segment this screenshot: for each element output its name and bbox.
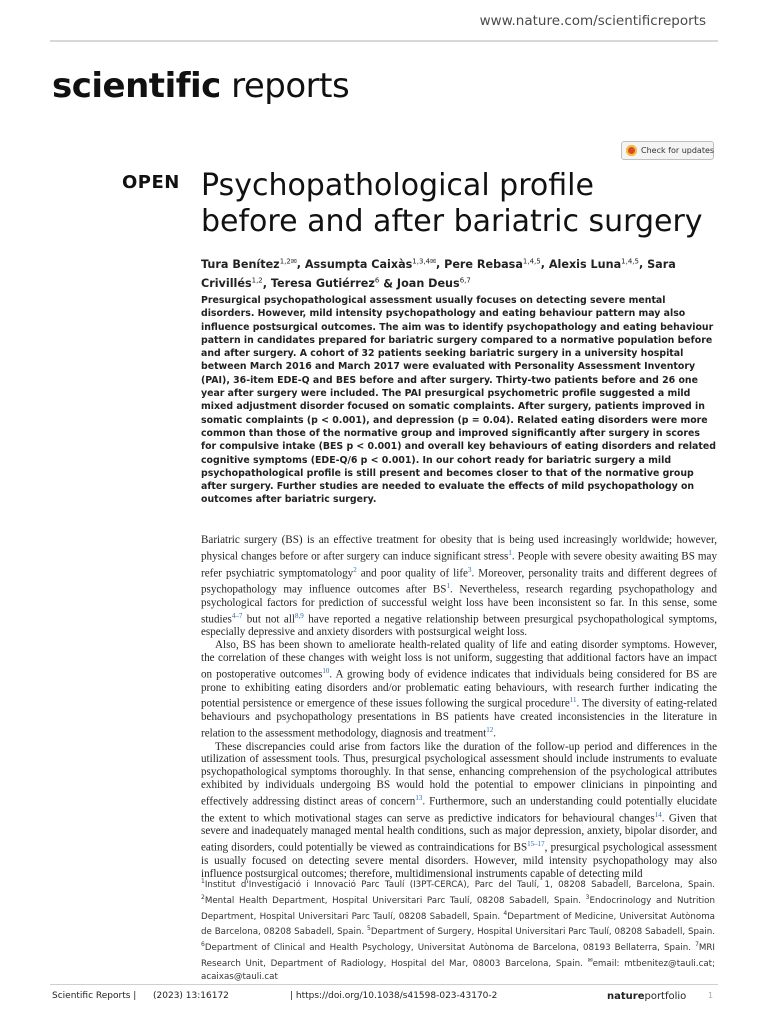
page-number: 1 [708, 991, 714, 1000]
author-affiliation-ref: 1,4,5 [621, 257, 639, 265]
citation-ref[interactable]: 4–7 [231, 611, 243, 620]
author-affiliation-ref: 6 [374, 276, 380, 285]
citation-ref[interactable]: 3 [467, 565, 472, 574]
journal-logo [52, 66, 349, 106]
author-name[interactable]: Joan Deus$^{6,7}$ [396, 276, 471, 291]
affiliation-number: 6 [201, 941, 205, 949]
body-paragraph-3: These discrepancies could arise from factors like the duration of the follow-up period and differences in the utilization of assessment tools. Thus, presurgical psychological assessment should include instruments to evaluate psychopathological symptoms thoroughly. In that sense, enhancing comprehension of the psychological attributes exhibited by individuals undergoing BS would hold the potential to empower clinicians in pinpointing and effectively addressing distinct areas of concern$^{13}$. Furthermore, such an understanding could potentially elucidate the extent to which motivational stages can serve as predictive indicators for behavioural changes$^{14}$. Given that severe and inadequately managed mental health conditions, such as major depression, anxiety, bipolar disorder, and eating disorders, could potentially be viewed as contraindications for BS$^{15-17}$, presurgical psychological assessment is usually focused on detecting severe mental disorders. However, mild intensity psychopathology may also influence postsurgical outcomes; therefore, multidimensional instruments capable of detecting mild [201, 740, 718, 880]
affiliation-number: 7 [695, 941, 699, 949]
author-affiliation-ref: 6,7 [459, 276, 471, 285]
affiliations: $^1$Institut d'Investigació i Innovació Parc Taulí (I3PT-CERCA), Parc del Taulí, 1, 08208 Sabadell, Barcelona, Spain. $^2$Mental Health Department, Hospital Universitari Parc Taulí, 08208 Sabadell, Spain. $^3$Endocrinology and Nutrition Department, Hospital Universitari Parc Taulí, 08208 Sabadell, Spain. $^4$Department of Medicine, Universitat Autònoma de Barcelona, 08208 Sabadell, Spain. $^5$Department of Surgery, Hospital Universitari Parc Taulí, 08208 Sabadell, Spain. $^6$Department of Clinical and Health Psychology, Universitat Autònoma de Barcelona, 08193 Bellaterra, Spain. $^7$MRI Research Unit, Department of Radiology, Hospital del Mar, 08003 Barcelona, Spain. ✉email: mtbenitez@tauli.cat; acaixas@tauli.cat [201, 878, 716, 982]
header-divider [50, 40, 718, 42]
journal-logo-bold: scientific [52, 66, 221, 106]
author-name[interactable]: Tura Benítez$^{1,2✉}$ [201, 257, 297, 271]
affiliation-number: 3 [585, 893, 590, 901]
nature-portfolio-bold: nature [607, 991, 645, 1002]
footer-divider [50, 984, 718, 985]
author-list: Tura Benítez$^{1,2✉}$, Assumpta Caixàs$^{1,3,4✉}$, Pere Rebasa$^{1,4,5}$, Alexis Luna$^{1,4,5}$, Sara Crivillés$^{1,2}$, Teresa Gutiérrez$^6$ & Joan Deus$^{6,7}$ [201, 257, 676, 291]
check-for-updates-label: Check for updates [641, 146, 715, 155]
affiliation-number: ✉ [587, 956, 593, 964]
body-paragraph-2: Also, BS has been shown to ameliorate health-related quality of life and eating disorder symptoms. However, the correlation of these changes with weight loss is not uniform, suggesting that additional factors have an impact on postoperative outcomes$^{10}$. A growing body of evidence indicates that individuals being considered for BS are prone to exhibiting eating disorders and/or problematic eating behaviours, with research further indicating the potential persistence or emergence of these issues following the surgical procedure$^{11}$. The diversity of eating-related behaviours and psychopathology presentations in BS patients have created inconsistencies in the literature in relation to the assessment methodology, diagnosis and treatment$^{12}$. [201, 639, 717, 740]
author-affiliation-ref: 1,4,5 [522, 257, 541, 265]
crossmark-icon [626, 145, 637, 156]
journal-logo-light: reports [220, 66, 350, 106]
citation-ref[interactable]: 8,9 [295, 611, 304, 620]
affiliation-number: 4 [503, 909, 508, 917]
citation-ref[interactable]: 13 [415, 794, 423, 803]
citation-ref[interactable]: 11 [569, 696, 577, 705]
footer-journal: Scientific Reports | [52, 991, 137, 1001]
citation-ref[interactable]: 14 [654, 810, 662, 819]
author-name[interactable]: Alexis Luna$^{1,4,5}$ [548, 257, 639, 271]
affiliation-number: 1 [201, 878, 205, 885]
footer-volume: (2023) 13:16172 [153, 991, 229, 1001]
article-title-line-2: before and after bariatric surgery [201, 204, 703, 239]
abstract: Presurgical psychopathological assessment usually focuses on detecting severe mental disorders. However, mild intensity psychopathology and eating behaviour pattern may also influence postsurgical outcomes. The aim was to identify psychopathology and eating behaviour pattern in candidates prepared for bariatric surgery compared to a normative population before and after surgery. A cohort of 32 patients seeking bariatric surgery in a university hospital between March 2016 and March 2017 were evaluated with Personality Assessment Inventory (PAI), 36-item EDE-Q and BES before and after surgery. Thirty-two patients before and 26 one year after surgery were included. The PAI presurgical psychometric profile suggested a mild mixed adjustment disorder focused on somatic complaints. After surgery, patients improved in somatic complaints (p < 0.001), and depression (p = 0.04). Related eating disorders were more common than those of the normative group and improved significantly after surgery in scores for compulsive intake (BES p < 0.001) and overall key behaviours of eating disorders and related cognitive symptoms (EDE-Q/6 p < 0.001). In our cohort ready for bariatric surgery a mild psychopathological profile is still present and becomes closer to that of the normative group after surgery. Further studies are needed to evaluate the effects of mild psychopathology on outcomes after bariatric surgery. [201, 295, 716, 506]
site-url-link[interactable]: www.nature.com/scientificreports [479, 13, 706, 29]
article-title [201, 168, 741, 240]
footer-doi-link[interactable]: | https://doi.org/10.1038/s41598-023-43170-2 [290, 991, 498, 1001]
citation-ref[interactable]: 12 [486, 725, 494, 734]
affiliation-number: 2 [201, 893, 205, 901]
article-body [201, 534, 717, 881]
nature-portfolio-logo [607, 991, 686, 1002]
body-paragraph-1: Bariatric surgery (BS) is an effective treatment for obesity that is being used increasingly worldwide; however, physical changes before or after surgery can induce significant stress$^1$. People with severe obesity awaiting BS may refer psychiatric symptomatology$^2$ and poor quality of life$^3$. Moreover, personality traits and different degrees of psychopathology may influence outcomes after $BS^1$. Nevertheless, research regarding psychopathology and psychological factors for prediction of successful weight loss have been inconsistent so far. In this sense, some studies$^{4-7}$ but not all$^{8,9}$ have reported a negative relationship between presurgical psychopathological symptoms, especially depressive and anxiety disorders with postsurgical weight loss. [201, 534, 718, 639]
check-for-updates-button[interactable] [621, 141, 714, 160]
author-name[interactable]: Pere Rebasa$^{1,4,5}$ [444, 257, 541, 271]
affiliation-number: 5 [367, 925, 371, 933]
citation-ref[interactable]: 1 [508, 548, 512, 557]
citation-ref[interactable]: 1 [446, 582, 450, 591]
author-name[interactable]: Sara Crivillés$^{1,2}$ [201, 257, 676, 291]
citation-ref[interactable]: 2 [353, 565, 357, 574]
author-name[interactable]: Teresa Gutiérrez$^6$ [270, 276, 380, 291]
citation-ref[interactable]: 15–17 [527, 840, 545, 849]
citation-ref[interactable]: 10 [322, 666, 330, 675]
open-access-label: OPEN [122, 172, 180, 193]
author-affiliation-ref: 1,3,4✉ [412, 257, 436, 265]
article-title-line-1: Psychopathological profile [201, 168, 594, 203]
author-affiliation-ref: 1,2✉ [279, 257, 297, 265]
author-affiliation-ref: 1,2 [251, 276, 263, 285]
nature-portfolio-light: portfolio [644, 991, 687, 1002]
author-name[interactable]: Assumpta Caixàs$^{1,3,4✉}$ [304, 257, 436, 271]
